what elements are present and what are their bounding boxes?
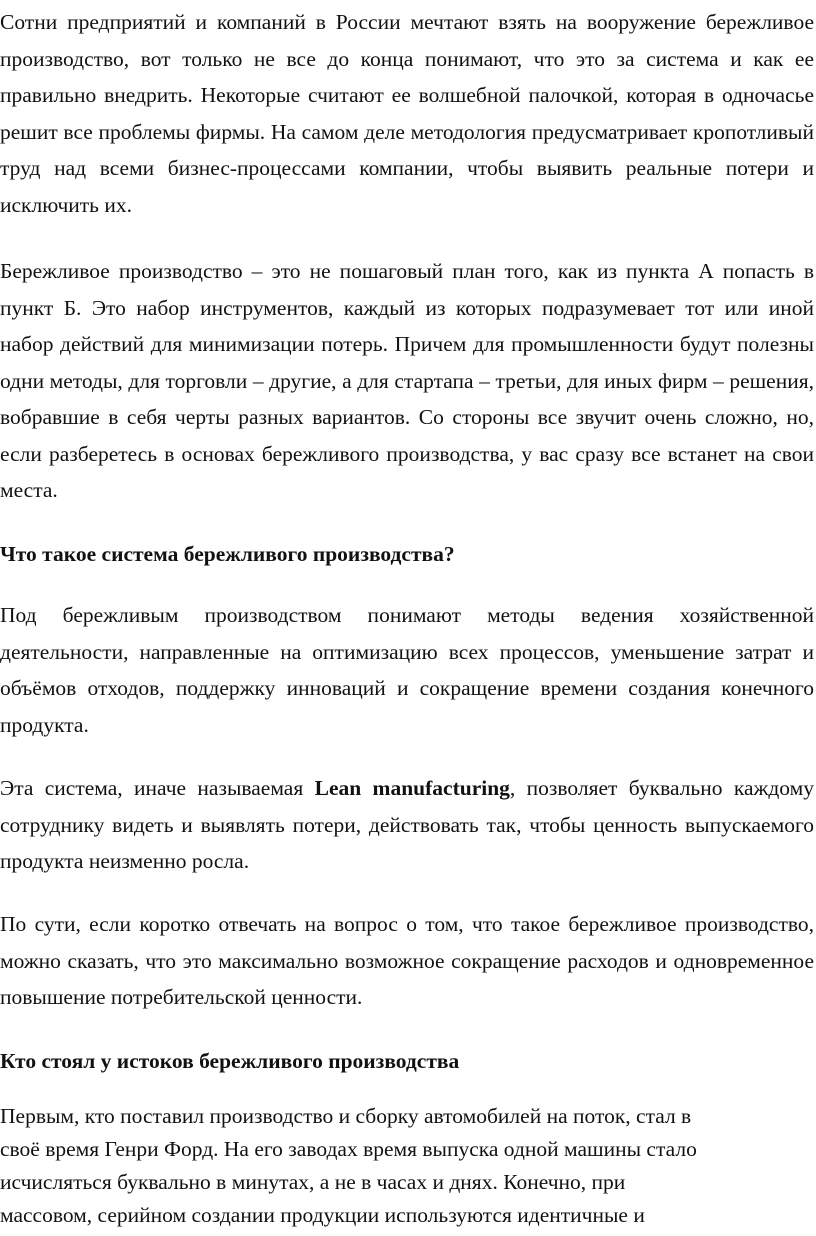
text-line: Первым, кто поставил производство и сборку автомобилей на поток, стал в [0,1104,692,1128]
term-lean-manufacturing: Lean manufacturing [314,776,510,800]
paragraph-definition: Под бережливым производством понимают методы ведения хозяйственной деятельности, направленные на оптимизацию всех процессов, уменьшение затрат и объёмов отходов, поддержку инноваций и сокращение времени создания конечного продукта. [0,603,814,737]
paragraph-lean-manufacturing [0,770,816,880]
paragraph-summary: По сути, если коротко отвечать на вопрос о том, что такое бережливое производство, можно сказать, что это максимально возможное сокращение расходов и одновременное повышение потребительской ценности. [0,912,814,1009]
text-line: массовом, серийном создании продукции используются идентичные и [0,1203,645,1227]
text-line: исчисляться буквально в минутах, а не в часах и днях. Конечно, при [0,1170,626,1194]
intro-paragraph: Сотни предприятий и компаний в России мечтают взять на вооружение бережливое производство, вот только не все до конца понимают, что это за система и как ее правильно внедрить. Некоторые считают ее волшебной палочкой, которая в одночасье решит все проблемы фирмы. На самом деле методология предусматривает кропотливый труд над всеми бизнес-процессами компании, чтобы выявить реальные потери и исключить их. [0,10,814,217]
text-line: своё время Генри Форд. На его заводах время выпуска одной машины стало [0,1137,697,1161]
paragraph-henry-ford [0,1100,814,1232]
text-segment: Эта система, иначе называемая [0,776,315,800]
section-heading-origins: Кто стоял у истоков бережливого производства [0,1049,460,1073]
section-heading-what-is-lean: Что такое система бережливого производства? [0,542,455,566]
paragraph-lean-toolkit: Бережливое производство – это не пошаговый план того, как из пункта А попасть в пункт Б. Это набор инструментов, каждый из которых подразумевает тот или иной набор действий для минимизации потерь. Причем для промышленности будут полезны одни методы, для торговли – другие, а для стартапа – третьи, для иных фирм – решения, вобравшие в себя черты разных вариантов. Со стороны все звучит очень сложно, но, если разберетесь в основах бережливого производства, у вас сразу все встанет на свои места. [0,259,814,502]
text-segment: , позволяет буквально каждому сотруднику видеть и выявлять потери, действовать так, чтобы ценность выпускаемого продукта неизменно росла. [0,776,814,873]
